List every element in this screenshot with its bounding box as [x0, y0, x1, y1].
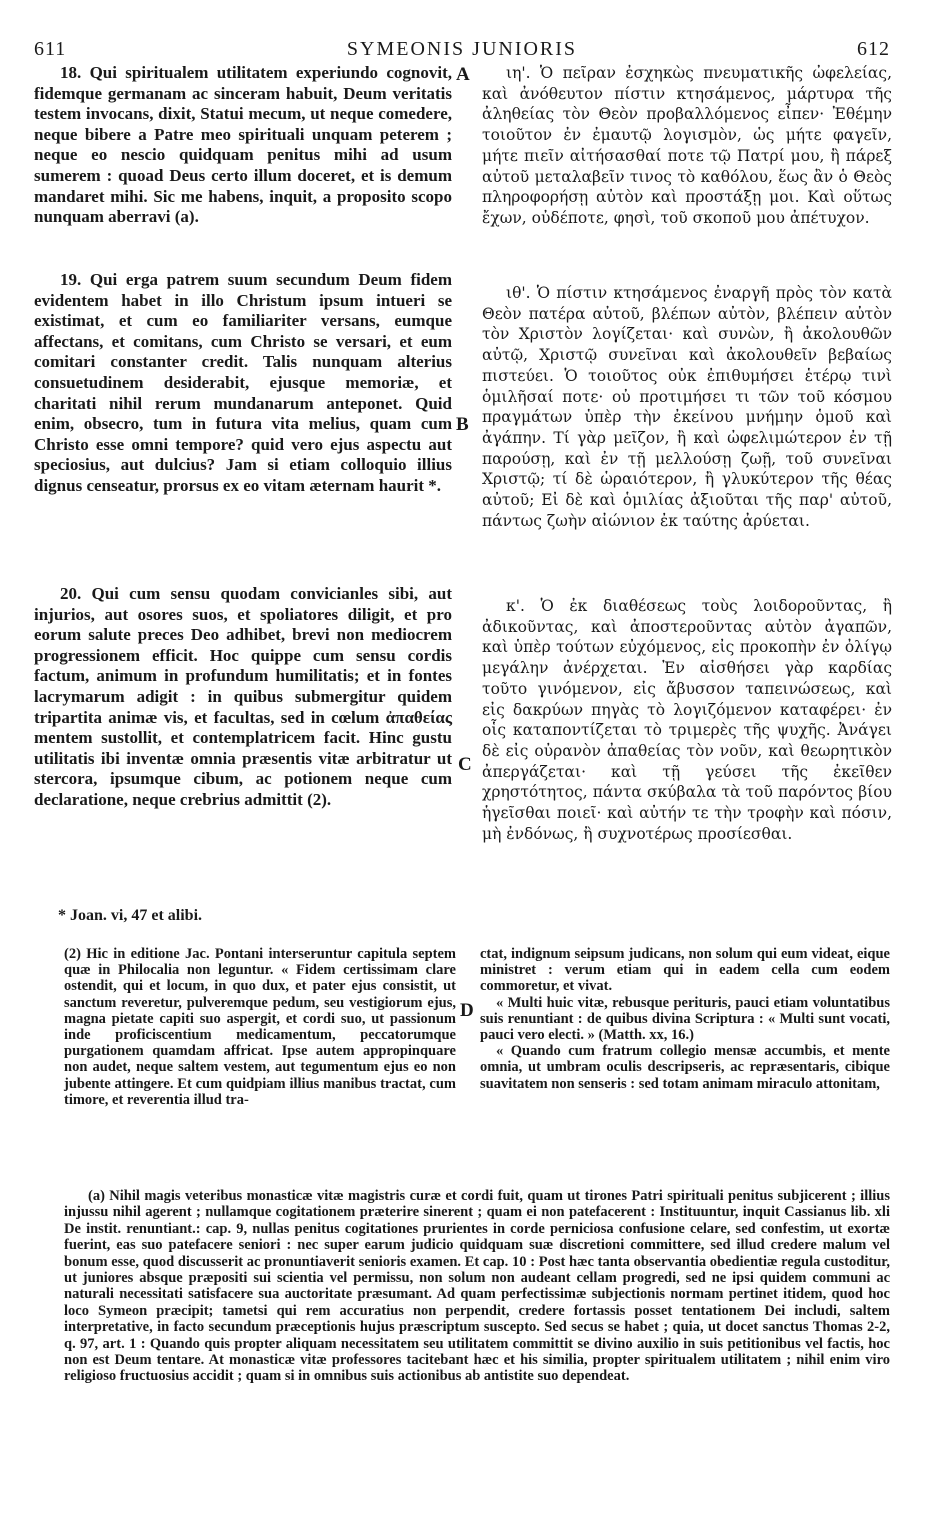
note-a — [64, 1188, 890, 1385]
margin-letter-b: B — [456, 414, 469, 435]
greek-text-19: ιθ'. Ὁ πίστιν κτησάμενος ἐναργῆ πρὸς τὸν κατὰ Θεὸν πατέρα αὐτοῦ, βλέπων αὐτὸν, βλέπειν αὐτὸν τὸν Χριστὸν λογίζεται· καὶ συνὼν, ἢ ἀκολουθῶν αὐτῷ, Χριστῷ συνεῖναι καὶ ἀκολουθεῖν βεβαίως πιστεύει. Ὁ τοιοῦτος οὐκ ἐπιθυμήσει ἑτέρῳ τινὶ ὁμιλῆσαί ποτε· οὐ προτιμήσει τι τῶν τοῦ κόσμου πραγμάτων ὑπὲρ τὴν ἐκείνου μνήμην ὁμοῦ καὶ ἀγάπην. Τί γὰρ μεῖζον, ἢ καὶ ὠφελιμώτερον ἐν τῇ παρούσῃ, καὶ ἐν τῇ μελλούσῃ ζωῇ, τοῦ συνεῖναι Χριστῷ; τί δὲ ὡραιότερον, ἢ γλυκύτερον τῆς θέας αὐτοῦ; Εἰ δὲ καὶ ὁμιλίας ἀξιοῦται τῆς παρ' αὐτοῦ, πάντως ζωὴν αἰώνιον ἐκ ταύτης ἀρύεται. — [482, 284, 892, 530]
running-header — [34, 38, 890, 62]
latin-text-19: 19. Qui erga patrem suum secundum Deum fidem evidentem habet in illo Christum ipsum intueri se existimat, et cum eo familiariter versans, eumque affectans, et comitans, cum Christo se versari, et eum comitari constanter credit. Talis nunquam alterius consuetudinem desiderabit, ejusque memoriæ, et charitati nihil rerum mundanarum anteponet. Quid enim, obsecro, tum in futura vita melius, quam cum Christo esse omni tempore? quid vero ejus aspectu aut speciosius, aut dulcius? Jam si etiam colloquio illius dignus censeatur, prorsus ex eo vitam æternam haurit *. — [34, 270, 452, 495]
note-2-right-text-1: ctat, indignum seipsum judicans, non solum qui eum videat, eique ministret : verum etiam qui in eadem cella cum eodem commoretur, et vivat. — [480, 946, 890, 995]
note-a-text: (a) Nihil magis veteribus monasticæ vitæ magistris curæ et cordi fuit, quam ut tirones Patri spirituali penitus subjicerent ; illius injussu nihil agerent ; nullamque cogitationem præterire sinerent ; quam ei non patefacerent : Instituuntur, inquit Cassianus lib. xli De instit. renuntiant.: cap. 9, nullas penitus cogitationes prurientes in corde perniciosa confusione celare, sed confestim, ut exortæ fuerint, eas suo patefacere seniori : nec super earum judicio quidquam suæ discretioni committere, sed illud credere malum vel bonum esse, quod discusserit ac pronuntiaverit senioris examen. Et cap. 10 : Post hæc tanta observantia obedientiæ regula custoditur, ut juniores absque præpositi sui scientia vel permissu, non solum non audeant cellam progredi, sed ne ipsi quidem communi ac naturali necessitati satisfacere sua auctoritate præsumant. Ad quam perfectissimæ subjectionis normam pertinet itidem, quod hoc loco Symeon præcipit; tametsi qui rem accuratius non perpendit, credere fortassis posset tentationem Dei includi, saltem interpretative, in facto secundum præceptionis hujus præscriptum suscepto. Sed secus se habet ; quia, ut docet sanctus Thomas 2-2, q. 97, art. 1 : Quando quis propter aliquam necessitatem seu utilitatem committit se divino auxilio in suis petitionibus vel factis, hoc non est Deum tentare. At monasticæ vitæ professores tacitebant hæc et his similia, propter spiritualem utilitatem ; nihil enim viro religioso fructuosius accidit ; quam si in omnibus suis actionibus ab antistite suo dependeat. — [64, 1188, 890, 1385]
greek-paragraph-18 — [482, 63, 892, 229]
margin-letter-d: D — [460, 1000, 474, 1021]
note-2-left-column — [64, 946, 456, 1108]
latin-paragraph-19 — [34, 270, 452, 497]
greek-text-18: ιη'. Ὁ πεῖραν ἐσχηκὼς πνευματικῆς ὠφελείας, καὶ ἀνόθευτον πίστιν κτησάμενος, μάρτυρα τῆς ἀληθείας τὸν Θεὸν προβαλλόμενος εἶπεν· Ἐθέμην τοιοῦτον ἐν ἐμαυτῷ λογισμὸν, ὡς μήτε φαγεῖν, μήτε πιεῖν αἰτήσασθαί ποτε τῷ Πατρί μου, ἢ πάρεξ αὐτοῦ μεταλαβεῖν τινος τὸ καθόλου, ἕως ἂν ὁ Θεὸς πληροφορήσῃ αὐτὸν καὶ προστάξῃ μοι. Καὶ οὕτως ἔχων, οὐδέποτε, φησὶ, τοῦ σκοποῦ μου ἀπέτυχον. — [482, 64, 892, 227]
page-title: SYMEONIS JUNIORIS — [346, 38, 578, 60]
note-2-right-column — [480, 946, 890, 1092]
margin-letter-a: A — [456, 64, 470, 85]
latin-text-18: 18. Qui spiritualem utilitatem experiundo cognovit, fidemque germanam ac sinceram habuit, Deum veritatis testem invocans, dixit, Statui mecum, ut neque comedere, neque bibere a Patre meo spirituali unquam peterem ; neque eo nescio quidquam penitus mihi ad usum sumerem : quoad Deus certo illum doceret, et is demum mandaret mihi. Sic me habens, inquit, a proposito scopo nunquam aberravi (a). — [34, 63, 452, 227]
greek-text-20: κ'. Ὁ ἐκ διαθέσεως τοὺς λοιδοροῦντας, ἢ ἀδικοῦντας, καὶ ἀποστεροῦντας αὐτὸν ἀγαπῶν, καὶ ὑπὲρ τούτων εὐχόμενος, εἰς προκοπὴν ἐν ὀλίγῳ μεγάλην ἀνέρχεται. Ἐν αἰσθήσει γὰρ καρδίας τοῦτο γινόμενον, εἰς ἄβυσσον ταπεινώσεως, καὶ εἰς δακρύων πηγὰς τὸ λογιζόμενον καταφέρει· ἐν οἷς καταποντίζεται τὸ τριμερὲς τῆς ψυχῆς. Ἀνάγει δὲ εἰς οὐρανὸν ἀπαθείας τὸν νοῦν, καὶ θεωρητικὸν ἀπεργάζεται· καὶ τῇ γεύσει τῆς ἐκεῖθεν χρηστότητος, πάντα σκύβαλα τὰ τοῦ παρόντος βίου ἡγεῖσθαι ποιεῖ· καὶ αὐτήν τε τὴν τροφὴν καὶ πόσιν, μὴ ἐνδόνως, ἢ συχνοτέρως προσίεσθαι. — [482, 597, 892, 843]
right-page-number: 612 — [857, 38, 890, 60]
latin-paragraph-20 — [34, 584, 452, 811]
latin-paragraph-18 — [34, 63, 452, 228]
greek-paragraph-19 — [482, 283, 892, 531]
left-page-number: 611 — [34, 38, 67, 60]
latin-text-20: 20. Qui cum sensu quodam convicianles sibi, aut injurios, aut osores suos, et spoliatores diligit, et pro eorum salute preces Deo adhibet, brevi non mediocrem progressionem efficit. Hoc quippe cum sensu cordis factum, animum in profundum humilitatis; et in fontes lacrymarum adigit : in quibus submergitur quidem tripartita animæ vis, et facultas, sed in cœlum ἀπαθείας mentem sustollit, et contemplatricem facit. Hinc gustu utilitatis ibi inventæ omnia præsentis vitæ arbitratur ut stercora, ipsumque cibum, ac potionem neque cum declaratione, neque crebrius admittit (2). — [34, 584, 452, 809]
greek-paragraph-20 — [482, 596, 892, 844]
note-2-right-text-2: « Multi huic vitæ, rebusque perituris, pauci etiam voluntatibus suis renuntiant : de quibus divina Scriptura : « Multi sunt vocati, pauci vero electi. » (Matth. xx, 16.) — [480, 994, 890, 1044]
margin-letter-c: C — [458, 754, 472, 775]
footnote-star: * Joan. vi, 47 et alibi. — [58, 907, 203, 924]
note-2-left-text: (2) Hic in editione Jac. Pontani interseruntur capitula septem quæ in Philocalia non leguntur. « Fidem certissimam clare ostendit, qui et locum, in quo dux, et pater ejus consistit, ut sanctum reveretur, pulveremque pedum, seu vestigiorum ejus, magna pietate capiti suo aspergit, et cordi suo, ut passionum inde proficiscentium medicamentum, peccatorumque purgationem quamdam affricat. Ipse autem appropinquare non audet, neque saltem vestem, aut tegumentum ejus eo non jubente attingere. Et cum quidpiam illius manibus tractat, cum timore, et reverentia illud tra- — [64, 946, 456, 1108]
note-2-right-text-3: « Quando cum fratrum collegio mensæ accumbis, et mente omnia, ut umbram oculis descripseris, ac repræsentaris, cibique suavitatem non senseris : sed totam animam miraculo attonitam, — [480, 1043, 890, 1092]
